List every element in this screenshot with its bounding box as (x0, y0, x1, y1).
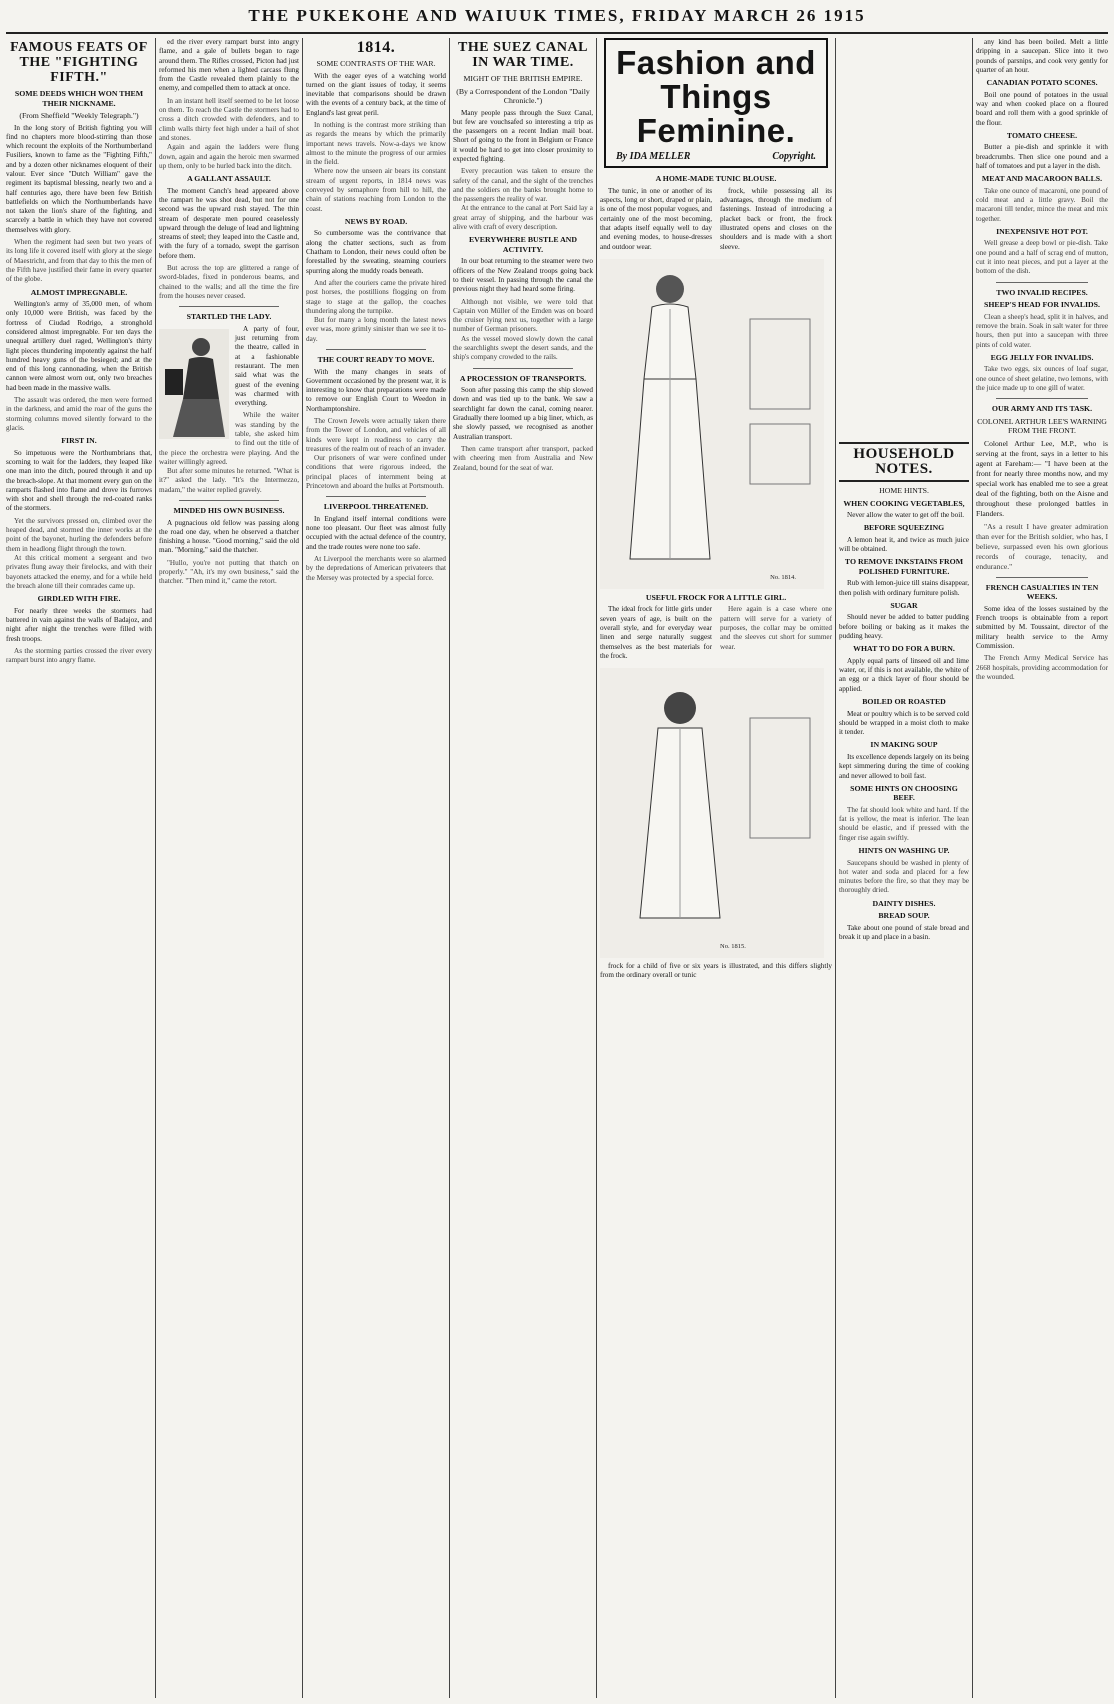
little-girl-frock-illustration (600, 668, 824, 958)
two-column-text (600, 187, 832, 255)
divider (996, 282, 1088, 283)
paragraph-filler: But after some minutes he returned. "What is it?" asked the lady. "It's the Intermezzo, madam," the waiter replied gravely. (159, 467, 299, 494)
article-title: 1814. (356, 39, 396, 56)
paragraph-filler: And after the couriers came the private hired post horses, the postillions flogging on from stage to stage at the gallop, the coaches thundering along the turnpike. (306, 278, 446, 315)
article-title: FAMOUS FEATS OF THE "FIGHTING FIFTH." (10, 40, 148, 85)
paragraph: Some idea of the losses sustained by the French troops is obtainable from a report submitted by M. Toussaint, director of the military health service to the Army Commission. (976, 604, 1108, 650)
paragraph-filler: But for many a long month the latest news ever was, more grimly sinister than we see it to-day. (306, 316, 446, 343)
article-source: (By a Correspondent of the London "Daily Chronicle.") (456, 86, 590, 105)
article-heading: OUR ARMY AND ITS TASK. (991, 404, 1093, 414)
column-household (839, 440, 969, 1698)
recipe-heading: EGG JELLY FOR INVALIDS. (990, 352, 1094, 362)
hint-heading: IN MAKING SOUP (870, 740, 938, 750)
recipe-heading: INEXPENSIVE HOT POT. (996, 226, 1088, 236)
paragraph-filler: As the vessel moved slowly down the canal the searchlights swept the desert sands, and the ship's company crowded to the rails. (453, 334, 593, 362)
hint-text: Rub with lemon-juice till stains disappear, then polish with ordinary furniture polish. (839, 579, 969, 597)
paragraph: Wellington's army of 35,000 men, of whom only 10,000 were British, was faced by the fortress of Ciudad Rodrigo, a stronghold considered almost impregnable. For ten days the unequal artillery duel raged, Wellington's thirty light pieces thundering impotently against the half hundred heavy guns of the besieged; and at the end of this long cannonading, when the British cannon were almost worn out, only two breaches had been made in the massive walls. (6, 300, 152, 392)
fashion-title: Fashion and Things (616, 44, 816, 115)
byline-copyright: Copyright. (772, 151, 816, 162)
paragraph-filler: Although not visible, we were told that Captain von Müller of the Emden was on board the cruiser lying next us, together with a large number of German prisoners. (453, 297, 593, 334)
section-heading: FIRST IN. (61, 436, 97, 446)
masthead-rule (6, 32, 1108, 34)
recipe-heading: MEAT AND MACAROON BALLS. (981, 174, 1103, 184)
paragraph: ed the river every rampart burst into angry flame, and a gale of bullets began to rage around them. The Rifles crossed, Picton had just reformed his men when a lighted carcass flung from the Castle revealed them plainly to the enemy, and compelled them to attack at once. (159, 38, 299, 93)
paragraph-filler: At Liverpool the merchants were so alarmed by the depredations of American privateers that the Mersey was protected by a special force. (306, 555, 446, 582)
paragraph-filler: When the regiment had seen but two years of its long life it covered itself with glory at the siege of Maestricht, and from that day to this the men of the Fifth have justified their fame in every quarter of the globe. (6, 238, 152, 284)
hint-heading: DAINTY DISHES. (872, 898, 936, 908)
section-heading: A GALLANT ASSAULT. (187, 174, 271, 184)
paragraph: In the long story of British fighting you will find no chapters more blood-stirring than those which recount the exploits of the Northumberland Fusiliers, known to fame as the "Fighting Fifth," and by a dozen other nicknames eloquent of their valour. Ever since "Dutch William" gave the regiment its baptismal blessing, nearly two and a half centuries ago, there have been few British battlefields on which the Northumberlands have not taken the lion's share of the fighting, and scarcely a battle in which they have not covered themselves with glory. (6, 123, 152, 234)
paragraph: frock, while possessing all its advantages, through the medium of fastenings. Instead of introducing a placket back or front, the frock illustrated opens and closes on the shoulders and is made with a short sleeve. (720, 186, 832, 251)
paragraph: So cumbersome was the contrivance that along the chatter sections, such as from Chatham to London, their news could often be forestalled by the sweating, steaming couriers spurring along the muddy roads beneath. (306, 229, 446, 275)
figure-caption: No. 1815. (720, 943, 746, 951)
paragraph-filler: Take one ounce of macaroni, one pound of cold meat and a little gravy. Boil the macaroni till tender, mince the meat and mix together. (976, 186, 1108, 223)
hint-heading: WHAT TO DO FOR A BURN. (853, 644, 955, 654)
column-rule (155, 38, 156, 1698)
divider (179, 500, 279, 501)
column-rule (835, 38, 836, 1698)
paragraph-filler: At the entrance to the canal at Port Said lay a great array of shipping, and the harbour was alive with craft of every description. (453, 204, 593, 232)
hint-text: Its excellence depends largely on its being kept simmering during the time of cooking and never allowed to boil fast. (839, 752, 969, 780)
paragraph: The ideal frock for little girls under seven years of age, is built on the overall style, and for everyday wear linen and serge naturally suggest themselves as the best materials for the frock. (600, 605, 712, 660)
hint-text: Never allow the water to get off the boil. (847, 511, 965, 519)
paragraph-filler: The Crown Jewels were actually taken there from the Tower of London, and vehicles of all kinds were kept in readiness to carry the treasures of the realm out of reach of an invader. (306, 417, 446, 453)
section-heading: LIVERPOOL THREATENED. (323, 502, 429, 512)
paragraph: any kind has been boiled. Melt a little dripping in a saucepan. Slice into it two pounds of parsnips, and cook very gently for quarter of an hour. (976, 38, 1108, 74)
column-rule (302, 38, 303, 1698)
divider (326, 349, 426, 350)
paragraph: In our boat returning to the steamer were two officers of the New Zealand troops going back to their vessel. In passing through the canal the previous night they had heard some firing. (453, 257, 593, 294)
column-rule (449, 38, 450, 1698)
article-title: THE SUEZ CANAL IN WAR TIME. (458, 40, 588, 70)
figure-caption: No. 1814. (770, 573, 796, 581)
paragraph-filler: Here again is a case where one pattern will serve for a variety of purposes, the collar may be omitted and the sleeves cut short for summer wear. (720, 605, 832, 651)
paragraph-filler: "As a result I have greater admiration than ever for the British soldier, who has, I believe, surpassed even his own glorious records of courage, tenacity, and endurance." (976, 521, 1108, 571)
article-subtitle: COLONEL ARTHUR LEE'S WARNING FROM THE FRONT. (977, 416, 1107, 436)
paragraph: With the many changes in seats of Government occasioned by the present war, it is interesting to know that preparations were made to remove our English Court to Weedon in Northamptonshire. (306, 367, 446, 413)
hint-heading: HINTS ON WASHING UP. (858, 846, 950, 856)
hint-text: Meat or poultry which is to be served cold should be wrapped in a moist cloth to make it tender. (839, 709, 969, 737)
paragraph-filler: Clean a sheep's head, split it in halves, and remove the brain. Soak in salt water for three hours, then put into a saucepan with three pints of cold water. (976, 312, 1108, 349)
paragraph: A pugnacious old fellow was passing along the road one day, when he observed a thatcher finishing a house. "Good morning," said the old man. "Morning," said the thatcher. (159, 518, 299, 555)
section-heading: ALMOST IMPREGNABLE. (30, 287, 128, 297)
column-rule (596, 38, 597, 1698)
byline-row (610, 152, 822, 161)
divider (473, 368, 573, 369)
recipe-heading: CANADIAN POTATO SCONES. (986, 78, 1098, 88)
divider (179, 306, 279, 307)
hint-heading: SUGAR (890, 600, 918, 610)
article-heading: FRENCH CASUALTIES IN TEN WEEKS. (985, 582, 1099, 602)
column-rule (972, 38, 973, 1698)
paragraph-filler: Then came transport after transport, packed with cheering men from Australia and New Zealand, bound for the seat of war. (453, 444, 593, 472)
recipe-heading: SHEEP'S HEAD FOR INVALIDS. (984, 300, 1100, 310)
article-subtitle: SOME CONTRASTS OF THE WAR. (316, 59, 436, 68)
hint-text: Take about one pound of stale bread and break it up and place in a basin. (839, 923, 969, 942)
lady-illustration (159, 329, 229, 439)
hint-text: Should never be added to batter pudding before boiling or baking as it makes the pudding heavy. (839, 613, 969, 641)
paragraph-filler: In an instant hell itself seemed to be let loose on them. To reach the Castle the stormers had to cross a ditch crowded with defenders, and to climb walls thirty feet high under a hail of shot and stones. (159, 96, 299, 142)
recipe-heading: TOMATO CHEESE. (1006, 130, 1078, 140)
recipe-heading: TWO INVALID RECIPES. (996, 287, 1088, 297)
hint-text: Apply equal parts of linseed oil and lime water, or, if this is not available, the white of an egg or a thick layer of flour should be applied. (839, 656, 969, 693)
fashion-title-2: Feminine. (636, 112, 796, 149)
hint-heading: BOILED OR ROASTED (862, 697, 946, 707)
section-heading: MINDED HIS OWN BUSINESS. (173, 506, 285, 516)
article-subtitle: MIGHT OF THE BRITISH EMPIRE. (463, 74, 583, 83)
recipe-text: Butter a pie-dish and sprinkle it with breadcrumbs. Then slice one pound and a half of tomatoes and put a layer in the dish. (976, 143, 1108, 170)
paragraph-filler: At this critical moment a sergeant and two privates flung away their firelocks, and with their bayonets attacked the enemy, and for a while held the breach alone till their comrades came up. (6, 553, 152, 590)
hint-heading: SOME HINTS ON CHOOSING BEEF. (850, 783, 958, 803)
paragraph-filler: Take two eggs, six ounces of loaf sugar, one ounce of sheet gelatine, two lemons, with the juice made up to one gill of water. (976, 365, 1108, 392)
hint-heading: BREAD SOUP. (878, 911, 930, 921)
column-fashion (600, 38, 832, 1698)
paragraph: Soon after passing this camp the ship slowed down and was tied up to the bank. We saw a searchlight far down the canal, coming nearer. Gradually there loomed up a big liner, which, as she slowly passed, we recognised as another Australian transport. (453, 386, 593, 441)
column-continuation (159, 38, 299, 1698)
divider (996, 398, 1088, 399)
recipe-text: Boil one pound of potatoes in the usual way and when cooked place on a floured board and roll them with a good sprinkle of the flour. (976, 90, 1108, 127)
article-subtitle: HOME HINTS. (879, 486, 929, 495)
paragraph-filler: Yet the survivors pressed on, climbed over the heaped dead, and stormed the inner works at the point of the bayonet, hurling the defenders before them in headlong flight through the town. (6, 516, 152, 553)
column-fighting-fifth (6, 38, 152, 1698)
paragraph-filler: While the waiter was standing by the table, she asked him to find out the title of the piece the orchestra were playing. And the waiter willingly agreed. (159, 411, 299, 466)
byline-author: By IDA MELLER (616, 151, 691, 162)
household-title: HOUSEHOLD NOTES. (839, 442, 969, 482)
column-1814 (306, 38, 446, 1698)
paragraph-filler: Saucepans should be washed in plenty of hot water and soda and placed for a few minutes before the fire, so that they may be thoroughly dried. (839, 858, 969, 895)
divider (326, 496, 426, 497)
paragraph-filler: Well grease a deep bowl or pie-dish. Take one pound and a half of scrag end of mutton, cut it into neat pieces, and put a layer at the bottom of the dish. (976, 239, 1108, 276)
section-heading: THE COURT READY TO MOVE. (317, 355, 435, 365)
hint-heading: BEFORE SQUEEZING (863, 523, 945, 533)
tunic-blouse-illustration (600, 259, 824, 589)
section-heading: EVERYWHERE BUSTLE AND ACTIVITY. (468, 235, 578, 254)
paragraph: The moment Canch's head appeared above the rampart he was shot dead, but not for one second was the upward rush stayed. The thin stream of desperate men poured ceaselessly upward through the deluge of lead and lightning streams of steel; they leaped into the Castle and, with the fury of a tornado, swept the garrison before them. (159, 186, 299, 260)
paragraph: With the eager eyes of a watching world turned on the giant issues of today, it seems inevitable that comparisons should be drawn with the events of a century back, at the time of England's last great peril. (306, 71, 446, 117)
hint-heading: TO REMOVE INKSTAINS FROM POLISHED FURNITURE. (844, 557, 964, 576)
section-heading: NEWS BY ROAD. (344, 216, 408, 226)
paragraph-filler: Again and again the ladders were flung down, again and again the heroic men swarmed up them, only to be hurled back into the ditch. (159, 143, 299, 170)
article-source: (From Sheffield "Weekly Telegraph.") (19, 111, 139, 120)
paragraph: A party of four, just returning from the theatre, called in at a fashionable restaurant. The men said what was the guest of the evening was charmed with everything. (235, 324, 299, 408)
paragraph-filler: "Hullo, you're not putting that thatch on properly." "Ah, it's my own business," said the thatcher. "Then mind it," came the retort. (159, 558, 299, 586)
paragraph-filler: The French Army Medical Service has 2668 hospitals, providing accommodation for the wounded. (976, 654, 1108, 681)
paragraph: The tunic, in one or another of its aspects, long or short, draped or plain, is one of the most popular vogues, and certainly one of the most becoming, that adapts itself equally well to day and evening modes, to house-dresses and outdoor wear. (600, 186, 712, 251)
paragraph: For nearly three weeks the stormers had battered in vain against the walls of Badajoz, and night after night the trenches were filled with fresh troops. (6, 606, 152, 643)
paragraph-filler: The assault was ordered, the men were formed in the darkness, and amid the roar of the guns the storming columns moved silently forward to the glacis. (6, 396, 152, 432)
paragraph-filler: In nothing is the contrast more striking than as regards the means by which the primarily important news travels. Now-a-days we know almost to the minute the progress of our armies in the field. (306, 120, 446, 167)
section-heading: GIRDLED WITH FIRE. (37, 594, 121, 604)
column-recipes (976, 38, 1108, 1698)
paragraph: Many people pass through the Suez Canal, but few are vouchsafed so interesting a trip as the passengers on a recent Indian mail boat. Short of going to the front in Belgium or France it would be hard to get into closer proximity to expected fighting. (453, 108, 593, 163)
two-column-text (600, 605, 832, 664)
paragraph-filler: But across the top are glittered a range of sword-blades, fixed in ponderous beams, and chained to the walls; and all the time the fire from the houses never ceased. (159, 264, 299, 300)
section-heading: USEFUL FROCK FOR A LITTLE GIRL. (645, 592, 787, 602)
paragraph-filler: Every precaution was taken to ensure the safety of the canal, and the sight of the trenches and the soldiers on the banks brought home to the passengers the reality of war. (453, 167, 593, 204)
section-heading: A PROCESSION OF TRANSPORTS. (459, 373, 587, 383)
paragraph-filler: As the storming parties crossed the river every rampart burst into angry flame. (6, 646, 152, 665)
hint-text: A lemon heat it, and twice as much juice will be obtained. (839, 535, 969, 554)
section-heading: STARTLED THE LADY. (186, 312, 272, 322)
section-heading: A HOME-MADE TUNIC BLOUSE. (655, 174, 777, 184)
paragraph-filler: The fat should look white and hard. If the fat is yellow, the meat is inferior. The lean should be elastic, and if pressed with the finger rise again swiftly. (839, 805, 969, 842)
paragraph-filler: Where now the unseen air bears its constant stream of urgent reports, in 1814 news was conveyed by semaphore from hill to hill, the chain of stations reaching from London to the coast. (306, 167, 446, 213)
column-suez-canal (453, 38, 593, 1698)
article-subtitle: SOME DEEDS WHICH WON THEM THEIR NICKNAME. (14, 89, 144, 108)
paragraph: So impetuous were the Northumbrians that, scorning to wait for the ladders, they leaped like one man into the ditch, poured through it and up the breach-slope. At that moment every gun on the ramparts flashed into flame and drove its furrows with shot and shell through the red-coated ranks of the stormers. (6, 448, 152, 513)
paragraph: frock for a child of five or six years is illustrated, and this differs slightly from the ordinary overall or tunic (600, 962, 832, 980)
paragraph: In England itself internal conditions were none too pleasant. Our fleet was almost fully occupied with the actual defence of the country, and the trade routes were none too safe. (306, 514, 446, 551)
fashion-header (604, 38, 828, 168)
paragraph-filler: Our prisoners of war were confined under conditions that were rigorous indeed, the principal places of internment being at Princetown and aboard the hulks at Portsmouth. (306, 454, 446, 491)
masthead: THE PUKEKOHE AND WAIUUK TIMES, FRIDAY MARCH 26 1915 (248, 6, 866, 25)
hint-heading: WHEN COOKING VEGETABLES, (843, 498, 965, 508)
divider (996, 577, 1088, 578)
paragraph: Colonel Arthur Lee, M.P., who is serving at the front, says in a letter to his agent at Fareham:— "I have been at the front for nearly three months now, and my special work has enabled me to see a great deal of the fighting, both on the Aisne and throughout these prolonged battles in Flanders. (976, 438, 1108, 518)
